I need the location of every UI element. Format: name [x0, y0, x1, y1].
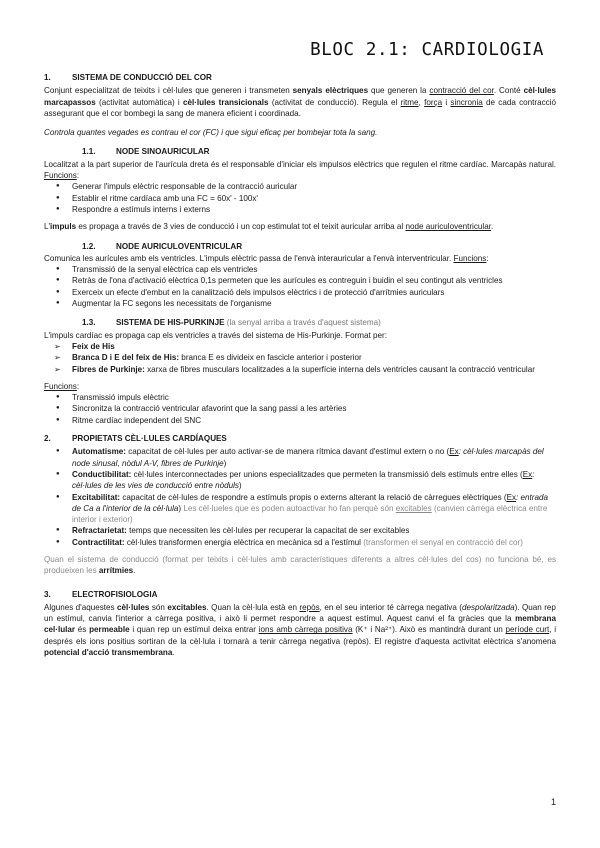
- page-number: 1: [550, 797, 556, 807]
- text-run: capacitat de cèl·lules de respondre a estímuls propis o externs alterant la relació de càrregues elèctriques (: [120, 492, 507, 502]
- list-item: ● Sincronitza la contracció ventricular afavorint que la sang passi a les artèries: [44, 403, 556, 414]
- funcions-label: Funcions:: [44, 381, 80, 391]
- text-run: Quan el sistema de conducció (format per teixits i cèl·lules amb característiques diferents a altres cèl·lules del cos) no funciona bé, es produeixen les: [44, 554, 556, 576]
- text-run: despolaritzada: [461, 602, 515, 612]
- list-item: ● Retràs de l'ona d'activació elèctrica 0,1s permeten que les aurícules es contreguin i buidin el seu contingut als ventricles: [44, 275, 556, 286]
- text-run: Ex: [449, 447, 459, 457]
- text-run: Comunica les aurícules amb els ventricles. L'impuls elèctric passa de l'envà interauricular a l'envà interventricular.: [44, 253, 454, 263]
- text-run: Feix de His: [72, 341, 115, 351]
- list-item: ● Generar l'impuls elèctric responsable de la contracció auricular: [44, 181, 556, 192]
- text-run: Funcions: [44, 171, 77, 181]
- text-run: .: [133, 566, 136, 576]
- section-heading-2: 2. PROPIETATS CÈL·LULES CARDÍAQUES: [44, 434, 227, 444]
- text-run: Localitzat a la part superior de l'aurícula dreta és el responsable d'iniciar els impulsos elèctrics que regulen el ritme cardíac. Marcapàs natural.: [44, 159, 556, 169]
- text-run: L': [44, 222, 51, 232]
- paragraph: [44, 554, 556, 577]
- text-run: arrítmies: [98, 566, 134, 576]
- text-run: ): [223, 458, 227, 468]
- list-item: [44, 352, 556, 363]
- text-run: són: [149, 602, 168, 612]
- text-run: . Conté: [493, 86, 524, 96]
- paragraph: [44, 85, 556, 119]
- text-run: Automatisme:: [72, 447, 126, 457]
- properties-list: [44, 446, 556, 548]
- text-run: i: [442, 97, 451, 107]
- italic-note: Controla quantes vegades es contrau el cor (FC) i que sigui eficaç per bombejar tota la sang.: [44, 128, 378, 138]
- text-run: Refractarietat:: [72, 526, 127, 536]
- list-item: [44, 469, 556, 492]
- text-run: es propaga a través de 3 vies de conducció i un cop estimulat tot el teixit auricular arriba al: [76, 222, 406, 232]
- text-run: temps que necessiten les cèl·lules per recuperar la capacitat de ser excitables: [126, 526, 410, 536]
- section-heading-3: 3. ELECTROFISIOLOGIA: [44, 589, 158, 599]
- list-item: ● Augmentar la FC segons les necessitats de l'organisme: [44, 298, 556, 309]
- text-run: cèl·lules interconnectades per unions especialitzades que permeten la transmissió dels estímuls entre elles (: [131, 469, 523, 479]
- text-run: (activitat de conducció). Regula el: [268, 97, 401, 107]
- text-run: cèl·lules: [117, 602, 150, 612]
- bullet-list: [44, 181, 556, 215]
- text-run: cèl·lules transicionals: [182, 97, 269, 107]
- text-run: impuls: [50, 222, 77, 232]
- list-item: [44, 341, 556, 352]
- text-run: ). Quan rep un estímul, canvia l'interior a càrrega positiva, i això li permet respondre a aquest estímul. Aquest canvi el fa gràcies que la: [44, 602, 556, 624]
- text-run: de cada contracció assegurant que el cor bombegi la sang de manera eficient i coordinada.: [44, 97, 556, 118]
- list-item: [44, 364, 556, 375]
- list-item: ● Exerceix un efecte d'embut en la canalització dels impulsos elèctrics i de protecció d'arrítmies auriculars: [44, 287, 556, 298]
- text-run: , i després els ions positius sortiran de la cèl·lula i tornarà a tenir càrrega negativa (repòs). El registre d'aquesta activitat elèctrica s'anomena: [44, 625, 557, 646]
- text-run: potencial d'acció transmembrana: [44, 648, 173, 658]
- text-run: Ex: [506, 492, 517, 502]
- text-run: ritme: [400, 97, 419, 107]
- text-run: xarxa de fibres musculars localitzades a la superfície interna dels ventricles causant la contracció ventricular: [144, 364, 535, 374]
- text-run: cèl·lules marcapassos: [44, 86, 556, 107]
- text-run: Conductibilitat:: [72, 469, 132, 479]
- text-run: que generen la: [368, 86, 430, 96]
- paragraph: L'impuls cardíac es propaga cap els ventricles a través del sistema de His-Purkinje. Format per:: [44, 330, 387, 340]
- text-run: ions amb càrrega positiva: [258, 625, 353, 635]
- text-run: i quan rep un estímul deixa entrar: [129, 625, 259, 635]
- section-heading-1-1: 1.1. NODE SINOAURICULAR: [82, 147, 210, 157]
- text-run: .: [490, 222, 494, 232]
- text-run: (transformen el senyal en contracció del cor): [363, 537, 523, 547]
- text-run: capacitat de cèl·lules per auto activar-se de manera rítmica davant d'estímul extern o no (: [125, 447, 450, 457]
- text-run: és: [75, 625, 90, 635]
- paragraph: [44, 221, 556, 232]
- text-run: Les cèl·lueles que es poden autoactivar ho fan perquè són: [183, 503, 396, 513]
- text-run: permeable: [89, 625, 130, 635]
- text-run: Funcions: [453, 253, 487, 263]
- text-run: . Quan la cèl·lula està en: [206, 602, 300, 612]
- text-run: :: [76, 171, 80, 181]
- text-run: : cèl·lules de les vies de conducció entre nòduls: [72, 469, 535, 491]
- paragraph: [44, 602, 556, 658]
- text-run: .: [172, 648, 175, 658]
- list-item: [44, 446, 556, 469]
- text-run: (canvien càrrega elèctrica entre interior i exterior): [72, 503, 548, 525]
- text-run: ): [178, 503, 184, 513]
- text-run: Fibres de Purkinje:: [72, 364, 145, 374]
- text-run: : entrada de Ca a l'interior de la cèl·lula: [72, 492, 548, 513]
- list-item: ● Respondre a estímuls interns i externs: [44, 204, 556, 215]
- section-heading-1: 1. SISTEMA DE CONDUCCIÓ DEL COR: [44, 73, 212, 82]
- section-heading-1-3: 1.3. SISTEMA DE HIS-PURKINJE (la senyal arriba a través d'aquest sistema): [82, 318, 381, 328]
- text-run: node auriculoventricular: [405, 222, 491, 232]
- text-run: : cèl·lules marcapàs del node sinusal, nòdul A-V, fibres de Purkinje: [72, 447, 544, 468]
- list-item: ● Establir el ritme cardíaca amb una FC = 60x' - 100x': [44, 193, 556, 204]
- text-run: membrana cel·lular: [44, 614, 556, 635]
- list-item: [44, 525, 556, 536]
- text-run: Branca D i E del feix de His:: [72, 353, 180, 363]
- paragraph: [44, 253, 556, 264]
- text-run: període curt: [505, 625, 550, 635]
- text-run: repòs: [299, 602, 320, 612]
- text-run: Excitabilitat:: [72, 492, 121, 502]
- text-run: excitables: [395, 503, 432, 513]
- bullet-list: [44, 392, 556, 426]
- text-run: ,: [418, 97, 425, 107]
- text-run: :: [486, 253, 489, 263]
- list-item: ● Transmissió impuls elèctric: [44, 392, 556, 403]
- text-run: Conjunt especialitzat de teixits i cèl·lules que generen i transmeten: [44, 86, 293, 96]
- text-run: cèl·lules transformen energia elèctrica en mecànica sd a l'estímul: [124, 537, 364, 547]
- text-run: sincronia: [450, 97, 483, 107]
- text-run: Algunes d'aquestes: [44, 602, 118, 612]
- text-run: Contractilitat:: [72, 537, 125, 547]
- page-title: BLOC 2.1: CARDIOLOGIA: [310, 40, 544, 60]
- text-run: excitables: [167, 602, 207, 612]
- paragraph: [44, 159, 556, 182]
- text-run: branca E es divideix en fascicle anterior i posterior: [179, 353, 362, 363]
- text-run: (activitat automàtica) i: [95, 97, 183, 107]
- list-item: [44, 537, 556, 548]
- list-item: [44, 492, 556, 526]
- list-item: ● Ritme cardíac independent del SNC: [44, 415, 556, 426]
- text-run: , en el seu interior té càrrega negativa (: [319, 602, 462, 612]
- text-run: (K⁺ i Na²⁺). Això es mantindrà durant un: [352, 625, 506, 635]
- text-run: ): [238, 481, 242, 491]
- list-item: ● Transmissió de la senyal elèctrica cap els ventricles: [44, 264, 556, 275]
- section-heading-1-2: 1.2. NODE AURICULOVENTRICULAR: [82, 241, 243, 251]
- text-run: contracció del cor: [429, 86, 494, 96]
- text-run: força: [424, 97, 443, 107]
- bullet-list: [44, 264, 556, 309]
- arrow-list: [44, 341, 556, 375]
- text-run: Ex: [522, 469, 533, 479]
- text-run: senyals elèctriques: [292, 86, 369, 96]
